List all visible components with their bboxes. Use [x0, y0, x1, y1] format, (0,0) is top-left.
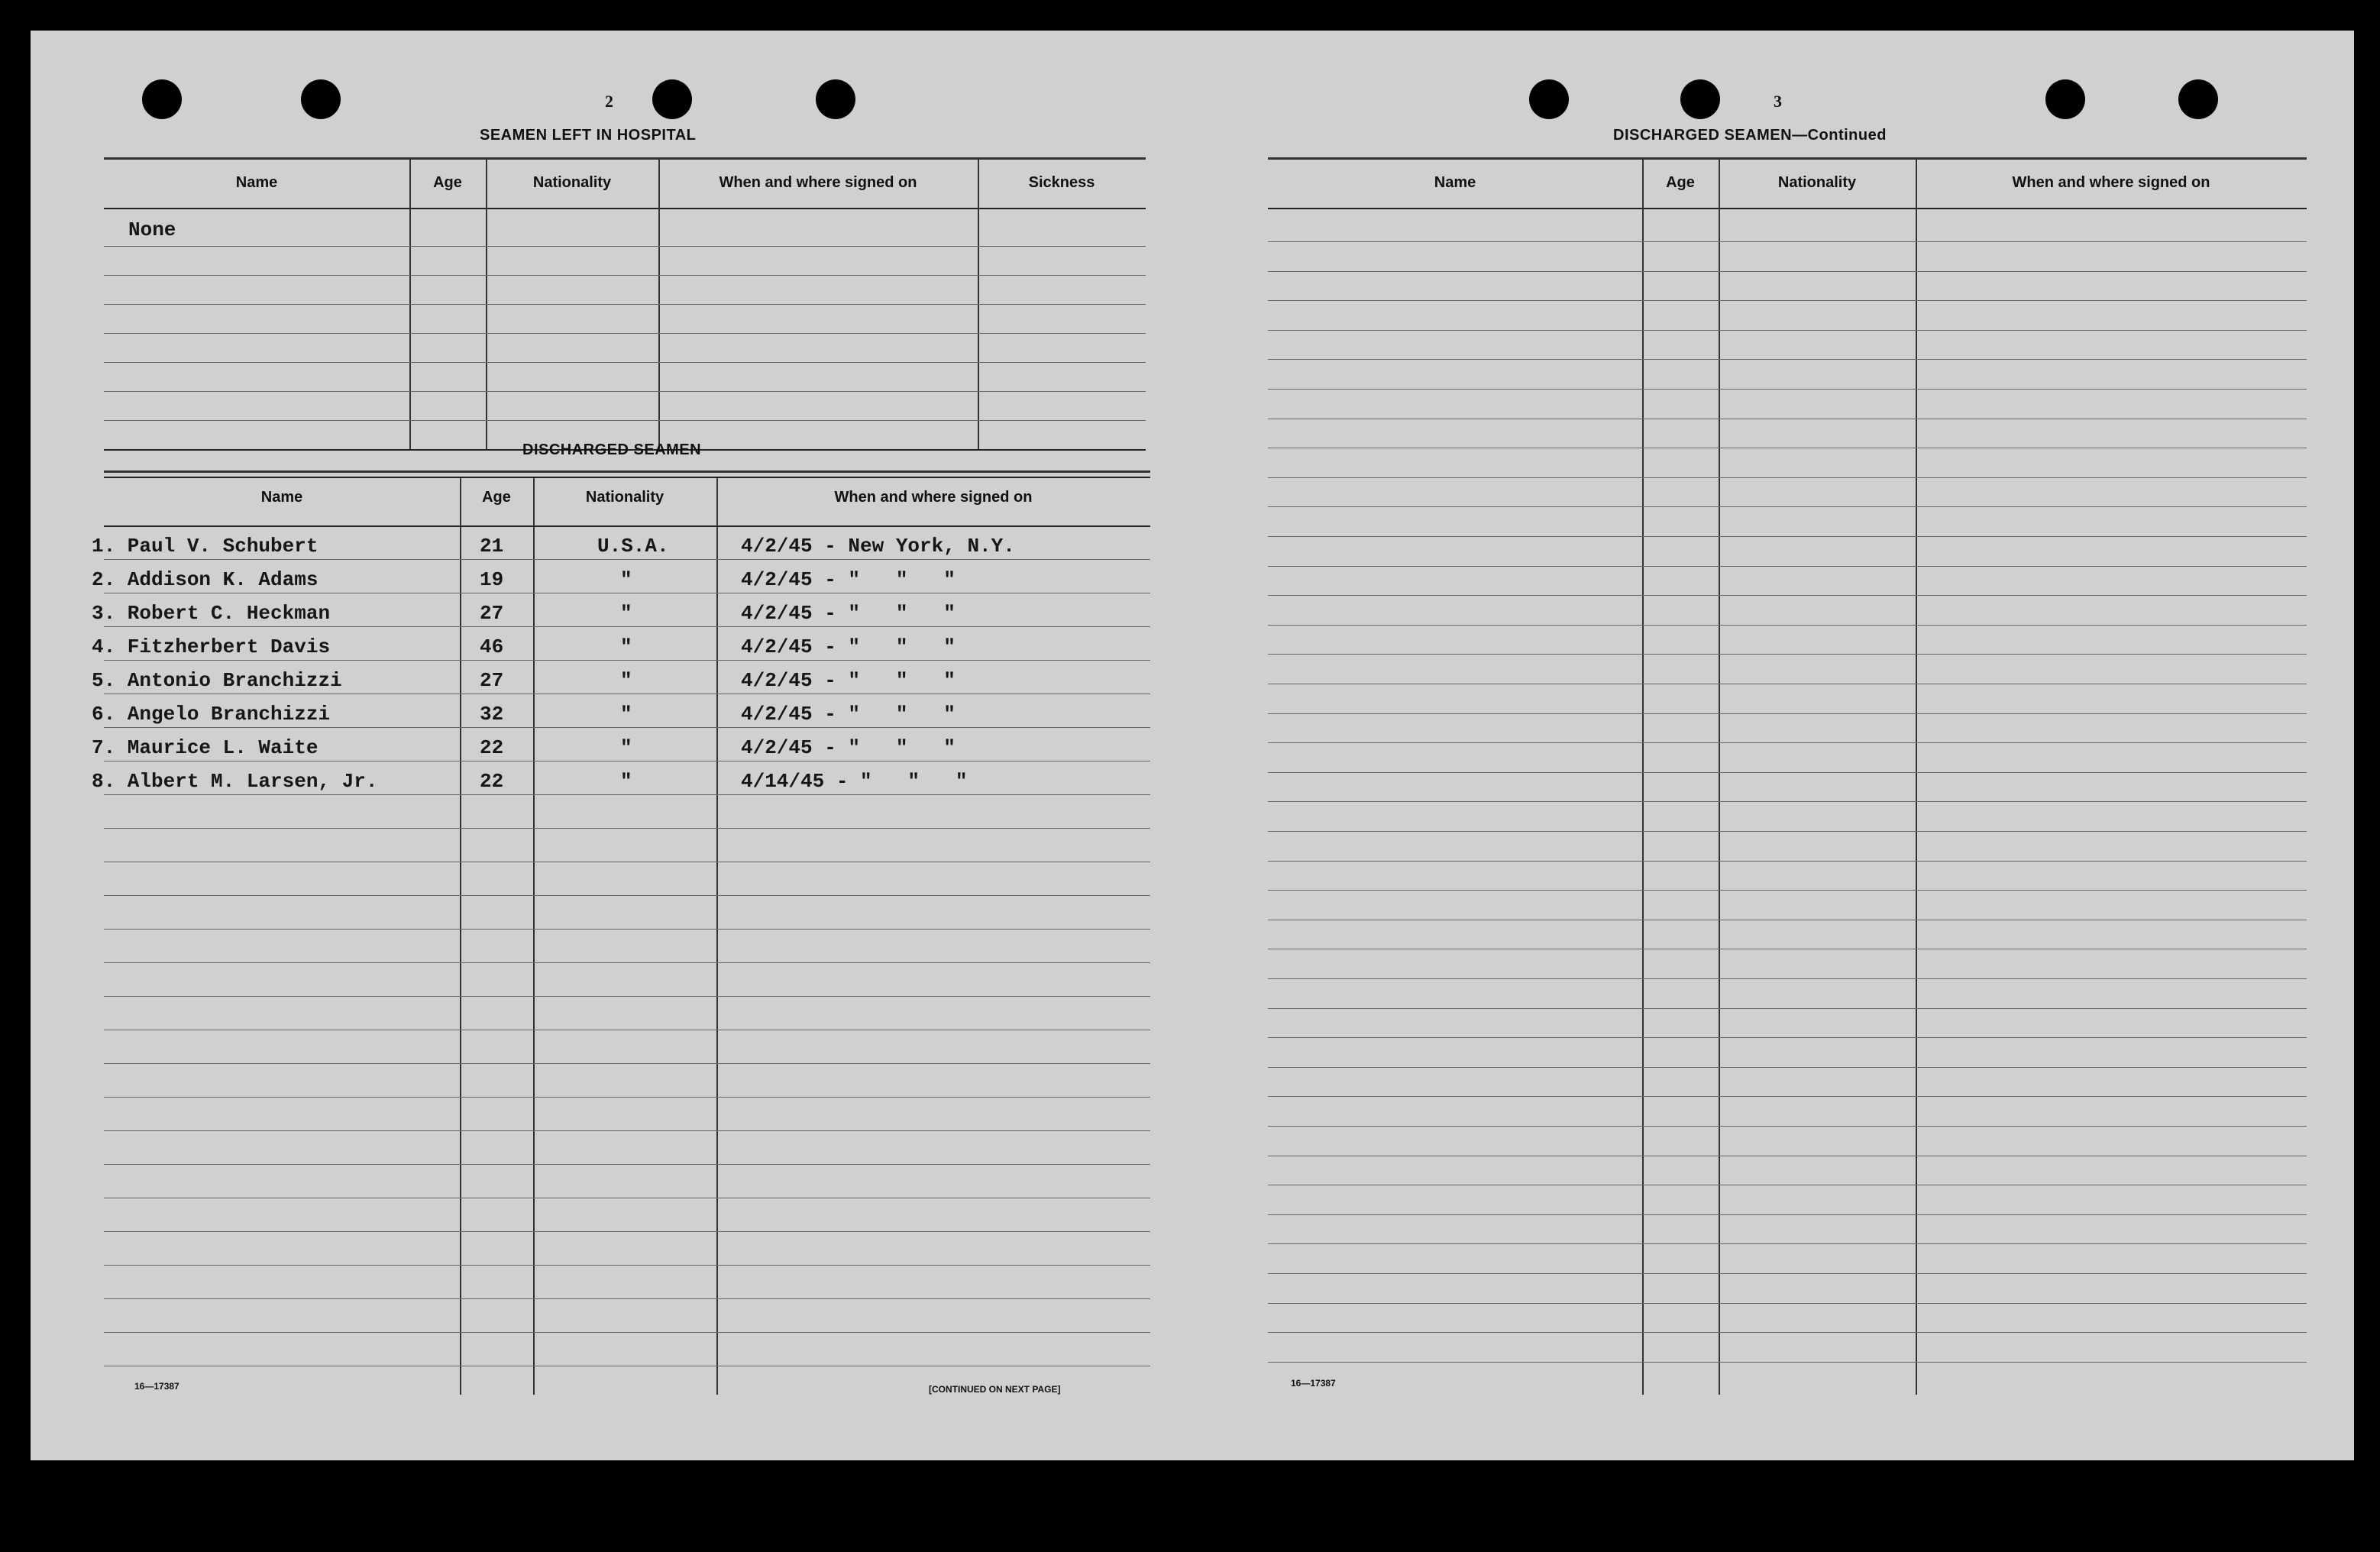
right-header-rule — [1268, 208, 2307, 209]
table-row-rule — [104, 1298, 1150, 1299]
discharged-table-top-rule-2 — [104, 477, 1150, 478]
discharged-col-divider — [533, 478, 535, 1395]
seaman-age: 32 — [480, 703, 504, 726]
discharged-table-top-rule — [104, 470, 1150, 473]
seaman-name: 2. Addison K. Adams — [92, 568, 319, 591]
seaman-age: 21 — [480, 535, 504, 558]
table-row-rule — [104, 559, 1150, 560]
punch-hole — [652, 79, 692, 119]
table-row-rule — [1268, 1067, 2307, 1068]
hospital-row-rule — [104, 362, 1146, 363]
table-row-rule — [1268, 1303, 2307, 1304]
continued-note: [CONTINUED ON NEXT PAGE] — [929, 1384, 1061, 1395]
seaman-signed-on: 4/2/45 - " " " — [741, 602, 956, 625]
discharged-col-divider — [460, 478, 461, 1395]
seaman-name: 6. Angelo Branchizzi — [92, 703, 331, 726]
table-row-rule — [1268, 713, 2307, 714]
table-row-rule — [104, 1265, 1150, 1266]
table-row-rule — [1268, 536, 2307, 537]
hospital-row-rule — [104, 275, 1146, 276]
table-row-rule — [104, 828, 1150, 829]
seaman-name: 1. Paul V. Schubert — [92, 535, 319, 558]
seaman-age: 46 — [480, 635, 504, 658]
seaman-nationality: " — [620, 703, 632, 726]
table-row-rule — [104, 626, 1150, 627]
table-row-rule — [1268, 241, 2307, 242]
discharged-col-divider — [716, 478, 718, 1395]
hospital-col-age: Age — [433, 174, 462, 191]
seaman-signed-on: 4/2/45 - " " " — [741, 669, 956, 692]
table-row-rule — [1268, 861, 2307, 862]
seaman-signed-on: 4/14/45 - " " " — [741, 770, 968, 793]
table-row-rule — [104, 996, 1150, 997]
table-row-rule — [1268, 742, 2307, 743]
punch-hole — [142, 79, 182, 119]
table-row-rule — [104, 1130, 1150, 1131]
discharged-col-signed-on: When and where signed on — [834, 489, 1033, 506]
table-row-rule — [1268, 831, 2307, 832]
hospital-row-rule — [104, 333, 1146, 334]
seaman-signed-on: 4/2/45 - " " " — [741, 703, 956, 726]
seaman-signed-on: 4/2/45 - " " " — [741, 736, 956, 759]
hospital-row-rule — [104, 246, 1146, 247]
right-col-nationality: Nationality — [1777, 174, 1857, 191]
right-col-name: Name — [1434, 174, 1476, 191]
hospital-header-rule — [104, 208, 1146, 209]
table-row-rule — [1268, 271, 2307, 272]
right-col-signed-on: When and where signed on — [2012, 174, 2210, 191]
seaman-age: 27 — [480, 669, 504, 692]
table-row-rule — [104, 727, 1150, 728]
hospital-col-signed-on: When and where signed on — [719, 174, 917, 191]
table-row-rule — [1268, 1273, 2307, 1274]
seaman-signed-on: 4/2/45 - " " " — [741, 568, 956, 591]
seaman-age: 22 — [480, 770, 504, 793]
table-row-rule — [1268, 359, 2307, 360]
table-row-rule — [1268, 595, 2307, 596]
seaman-name: 5. Antonio Branchizzi — [92, 669, 342, 692]
table-row-rule — [104, 1164, 1150, 1165]
table-row-rule — [1268, 330, 2307, 331]
punch-hole — [1529, 79, 1569, 119]
seaman-age: 19 — [480, 568, 504, 591]
hospital-section-title: SEAMEN LEFT IN HOSPITAL — [480, 127, 697, 144]
right-page-number: 3 — [1774, 92, 1782, 111]
punch-hole — [816, 79, 855, 119]
table-row-rule — [1268, 772, 2307, 773]
discharged-col-nationality: Nationality — [585, 489, 665, 506]
table-row-rule — [1268, 1008, 2307, 1009]
hospital-col-name: Name — [235, 174, 278, 191]
seaman-name: 4. Fitzherbert Davis — [92, 635, 331, 658]
table-row-rule — [1268, 1037, 2307, 1038]
table-row-rule — [104, 660, 1150, 661]
right-form-number: 16—17387 — [1291, 1378, 1336, 1389]
table-row-rule — [1268, 801, 2307, 802]
document-sheet — [31, 31, 2354, 1460]
seaman-signed-on: 4/2/45 - New York, N.Y. — [741, 535, 1015, 558]
seaman-nationality: " — [620, 635, 632, 658]
seaman-nationality: " — [620, 736, 632, 759]
table-row-rule — [1268, 890, 2307, 891]
table-row-rule — [1268, 654, 2307, 655]
table-row-rule — [1268, 300, 2307, 301]
hospital-row-rule — [104, 391, 1146, 392]
right-section-title: DISCHARGED SEAMEN—Continued — [1613, 127, 1887, 144]
table-row-rule — [104, 1231, 1150, 1232]
seaman-name: 3. Robert C. Heckman — [92, 602, 331, 625]
left-form-number: 16—17387 — [134, 1381, 179, 1392]
punch-hole — [1680, 79, 1720, 119]
discharged-section-title: DISCHARGED SEAMEN — [522, 441, 702, 458]
seaman-nationality: " — [620, 568, 632, 591]
punch-hole — [301, 79, 341, 119]
hospital-row-rule — [104, 420, 1146, 421]
table-row-rule — [1268, 978, 2307, 979]
seaman-nationality: " — [620, 669, 632, 692]
punch-hole — [2178, 79, 2218, 119]
seaman-name: 7. Maurice L. Waite — [92, 736, 319, 759]
table-row-rule — [1268, 566, 2307, 567]
hospital-row-rule — [104, 304, 1146, 305]
hospital-entry-none: None — [128, 218, 176, 241]
table-row-rule — [104, 794, 1150, 795]
seaman-nationality: U.S.A. — [597, 535, 669, 558]
table-row-rule — [104, 1063, 1150, 1064]
seaman-age: 27 — [480, 602, 504, 625]
seaman-signed-on: 4/2/45 - " " " — [741, 635, 956, 658]
table-row-rule — [1268, 1096, 2307, 1097]
table-row-rule — [104, 895, 1150, 896]
table-row-rule — [1268, 477, 2307, 478]
hospital-col-sickness: Sickness — [1028, 174, 1095, 191]
right-col-age: Age — [1666, 174, 1695, 191]
table-row-rule — [104, 1332, 1150, 1333]
table-row-rule — [104, 962, 1150, 963]
right-col-divider — [1642, 159, 1644, 1395]
table-row-rule — [104, 1097, 1150, 1098]
discharged-header-rule — [104, 525, 1150, 527]
table-row-rule — [1268, 1126, 2307, 1127]
right-col-divider — [1719, 159, 1720, 1395]
right-col-divider — [1916, 159, 1917, 1395]
table-row-rule — [1268, 506, 2307, 507]
seaman-nationality: " — [620, 602, 632, 625]
table-row-rule — [1268, 389, 2307, 390]
table-row-rule — [1268, 1362, 2307, 1363]
left-page-number: 2 — [605, 92, 613, 111]
table-row-rule — [1268, 625, 2307, 626]
discharged-col-name: Name — [260, 489, 303, 506]
punch-hole — [2045, 79, 2085, 119]
hospital-table-top-rule — [104, 157, 1146, 160]
table-row-rule — [104, 929, 1150, 930]
seaman-nationality: " — [620, 770, 632, 793]
hospital-col-nationality: Nationality — [532, 174, 612, 191]
seaman-age: 22 — [480, 736, 504, 759]
right-table-top-rule — [1268, 157, 2307, 160]
seaman-name: 8. Albert M. Larsen, Jr. — [92, 770, 378, 793]
discharged-col-age: Age — [482, 489, 511, 506]
table-row-rule — [1268, 1214, 2307, 1215]
table-row-rule — [1268, 1243, 2307, 1244]
table-row-rule — [1268, 1332, 2307, 1333]
